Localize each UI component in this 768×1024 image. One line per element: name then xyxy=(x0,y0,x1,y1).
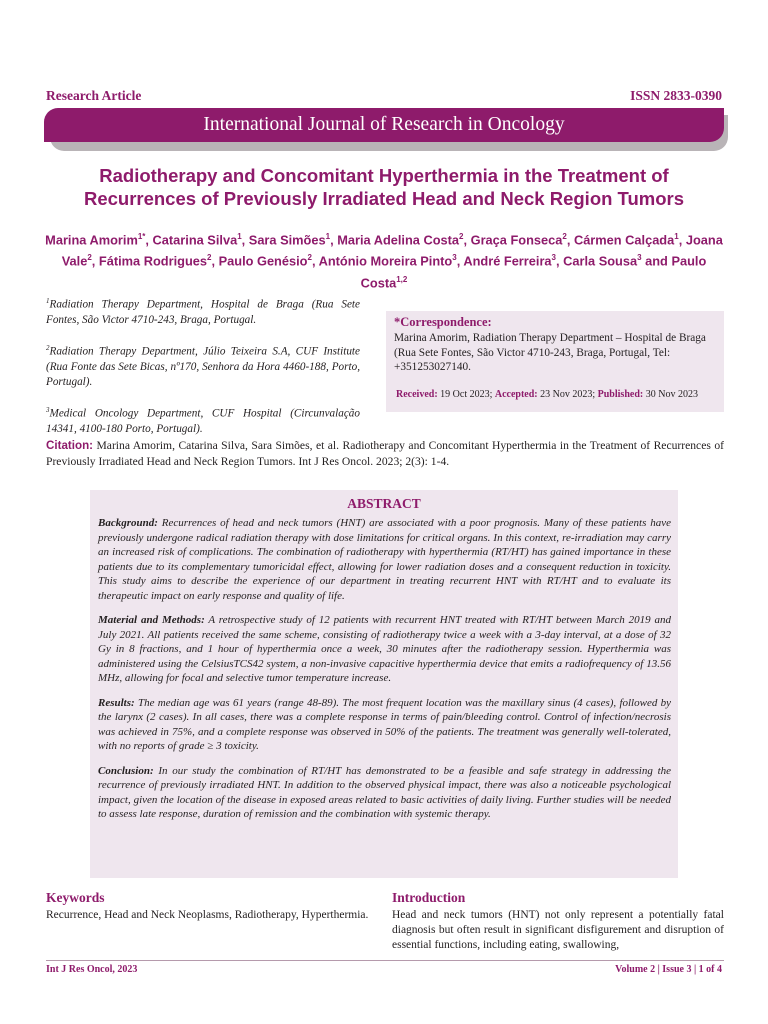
citation-text: Marina Amorim, Catarina Silva, Sara Simões, et al. Radiotherapy and Concomitant Hyperthermia in the Treatment of Recurrences of Previously Irradiated Head and Neck Region Tumors. Int J Res Oncol. 2023; 2(3): 1-4. xyxy=(46,439,724,468)
author-affiliation-mark: 1 xyxy=(325,232,331,241)
author-list: Marina Amorim$^{1*}$, Catarina Silva$^1$, Sara Simões$^1$, Maria Adelina Costa$^2$, Graça Fonseca$^2$, Cármen Calçada$^1$, Joana Vale$^2$, Fátima Rodrigues$^2$, Paulo Genésio$^2$, António Moreira Pinto$^3$, André Ferreira$^3$, Carla Sousa$^3$ and Paulo Costa$^{1,2}$ xyxy=(45,232,723,290)
author-affiliation-mark: 2 xyxy=(562,232,567,241)
affiliation-2: $^2$Radiation Therapy Department, Júlio Teixeira S.A, CUF Institute (Rua Fonte das Sete Bicas, nº170, Senhora da Hora 4460-188, Porto, Portugal). xyxy=(46,343,360,389)
issn-label: ISSN 2833-0390 xyxy=(630,88,722,103)
author-name: Cármen Calçada xyxy=(573,232,675,248)
author-name: Sara Simões xyxy=(248,232,326,248)
keywords-text: Recurrence, Head and Neck Neoplasms, Radiotherapy, Hyperthermia. xyxy=(46,909,369,921)
author-name: André Ferreira xyxy=(463,253,552,269)
author-affiliation-mark: 3 xyxy=(551,253,556,263)
correspondence-box xyxy=(386,311,724,412)
abstract-body xyxy=(98,516,671,832)
author-affiliation-mark: 1 xyxy=(674,232,679,241)
footer-divider xyxy=(46,960,724,961)
author-affiliation-mark: 2 xyxy=(459,232,464,241)
correspondence-heading: *Correspondence: xyxy=(394,315,492,329)
author-affiliation-mark: 2 xyxy=(87,253,92,263)
author-name: Catarina Silva xyxy=(152,232,238,248)
abstract-background: Background: Recurrences of head and neck tumors (HNT) are associated with a poor prognosis. Many of these patients have previously undergone radical radiation therapy with dose limitations for critical organs. In this context, re-irradiation may carry an increased risk of complications. The combination of radiotherapy with hyperthermia (RT/HT) has gained importance in these patients due to its complementary tumoricidal effect, allowing for lower radiation doses and a consequent reduction in toxicity. This study aims to describe the experience of our department in treating recurrent HNT with RT/HT and to evaluate its therapeutic impact on early response and quality of life. xyxy=(98,517,671,602)
keywords-heading: Keywords xyxy=(46,890,105,905)
author-name: Paulo Genésio xyxy=(218,253,308,269)
journal-banner: International Journal of Research in Oncology xyxy=(44,108,724,142)
article-title xyxy=(40,164,728,210)
affiliation-1: $^1$Radiation Therapy Department, Hospital de Braga (Rua Sete Fontes, São Victor 4710-243, Braga, Portugal. xyxy=(46,297,360,327)
title-line-2: Recurrences of Previously Irradiated Head and Neck Region Tumors xyxy=(83,188,685,209)
author-affiliation-mark: 3 xyxy=(452,253,457,263)
article-dates: Received: 19 Oct 2023; Accepted: 23 Nov 2023; Published: 30 Nov 2023 xyxy=(396,389,698,400)
footer-page-info: Volume 2 | Issue 3 | 1 of 4 xyxy=(615,964,722,975)
citation xyxy=(46,438,724,469)
author-affiliation-mark: 1 xyxy=(237,232,242,241)
author-name: Maria Adelina Costa xyxy=(337,232,460,248)
abstract-conclusion: Conclusion: In our study the combination of RT/HT has demonstrated to be a feasible and safe strategy in addressing the recurrence of previously irradiated HNT. In addition to the observed physical impact, there was also a noticeable psychological impact, given the location of the disease in exposed areas related to basic activities of daily living. Further studies will be needed to assess late response, duration of remission and the combination with systemic therapy. xyxy=(98,764,672,820)
author-affiliation-mark: 2 xyxy=(307,253,312,263)
abstract-heading: ABSTRACT xyxy=(347,496,421,511)
author-name: Fátima Rodrigues xyxy=(98,253,208,269)
author-name: Paulo Costa xyxy=(360,253,707,290)
abstract-box xyxy=(90,490,678,878)
author-affiliation-mark: 2 xyxy=(207,253,212,263)
author-affiliation-mark: 3 xyxy=(637,253,642,263)
correspondence-text: Marina Amorim, Radiation Therapy Department – Hospital de Braga (Rua Sete Fontes, São Victor 4710-243, Braga, Portugal, Tel: +351253027140. xyxy=(394,332,706,373)
citation-label: Citation: xyxy=(46,439,94,452)
affiliation-3: $^3$Medical Oncology Department, CUF Hospital (Circunvalação 14341, 4100-180 Porto, Portugal). xyxy=(46,405,360,436)
article-type-label: Research Article xyxy=(46,88,142,103)
author-affiliation-mark: 1* xyxy=(137,232,146,241)
abstract-methods: Material and Methods: A retrospective study of 12 patients with recurrent HNT treated with RT/HT between March 2019 and July 2021. All patients received the same scheme, consisting of radiotherapy twice a week with a 3-day interval, at a dose of 32 Gy in 8 fractions, and 1 hour of hyperthermia once a week, 30 minutes after the radiotherapy session. Hyperthermia was administered using the CelsiusTCS42 system, a non-invasive capacitive hyperthermia device that emits a radiofrequency of 13.56 MHz, allowing for focal and selective tumor temperature increase. xyxy=(98,614,671,684)
author-affiliation-mark: 1,2 xyxy=(396,274,408,284)
title-line-1: Radiotherapy and Concomitant Hyperthermia in the Treatment of xyxy=(99,165,669,186)
author-name: Joana Vale xyxy=(61,232,723,269)
footer-journal: Int J Res Oncol, 2023 xyxy=(46,964,138,975)
author-name: António Moreira Pinto xyxy=(318,253,453,269)
introduction-text: Head and neck tumors (HNT) not only represent a potentially fatal diagnosis but often result in significant disfigurement and disruption of essential functions, including eating, swallowing, xyxy=(392,909,724,951)
affiliations xyxy=(46,294,360,450)
author-name: Marina Amorim xyxy=(45,232,138,248)
author-name: Carla Sousa xyxy=(563,253,638,269)
author-name: Graça Fonseca xyxy=(470,232,563,248)
abstract-results: Results: The median age was 61 years (range 48-89). The most frequent location was the maxillary sinus (4 cases), followed by the larynx (2 cases). In all cases, there was a complete response in terms of pain/bleeding control. Control of infection/necrosis was achieved in 75%, and a complete response was observed in 50% of the patients. The treatment was generally well-tolerated, with no reports of grade ≥ 3 toxicity. xyxy=(98,696,671,752)
introduction-heading: Introduction xyxy=(392,890,466,905)
